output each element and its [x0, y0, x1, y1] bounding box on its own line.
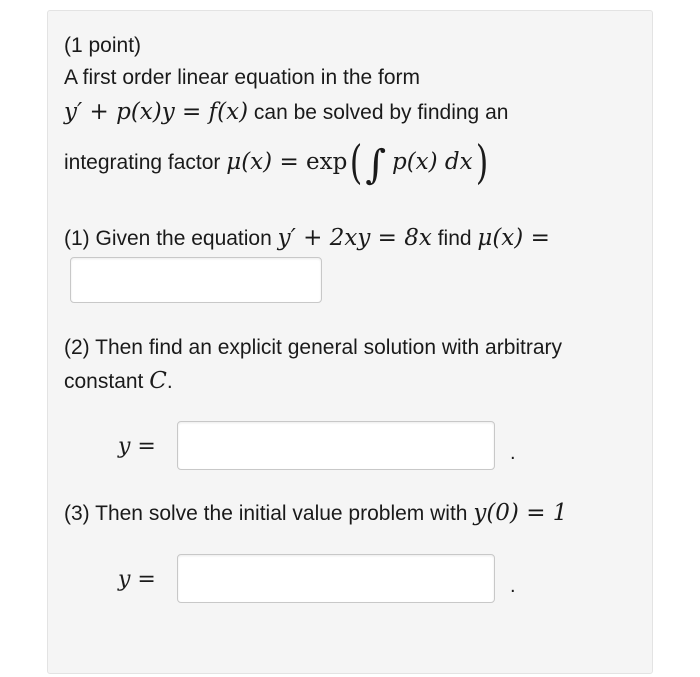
integral-sign: ∫: [365, 142, 387, 188]
part1-target: μ(x) =: [477, 225, 550, 251]
general-solution-period: .: [510, 442, 516, 464]
part1-mid: find: [431, 227, 478, 250]
integrating-factor-line: [64, 135, 491, 189]
right-paren: ): [475, 135, 488, 189]
ivp-solution-label: y =: [118, 567, 156, 592]
general-equation: y′ + p(x)y = f(x): [64, 99, 249, 125]
part2-line1: (2) Then find an explicit general solution with arbitrary: [64, 336, 563, 359]
problem-card: [47, 10, 653, 674]
part2-line2: [64, 366, 173, 397]
ivp-solution-period: .: [510, 575, 516, 597]
exp-function: exp: [306, 149, 348, 175]
mu-definition: μ(x) =: [226, 149, 307, 175]
equation-form-line: [64, 97, 508, 128]
general-solution-input[interactable]: [177, 421, 495, 470]
initial-condition: y(0) = 1: [473, 500, 568, 526]
general-solution-label: y =: [118, 434, 156, 459]
part1-equation: y′ + 2xy = 8x: [277, 225, 432, 251]
integrating-factor-prefix: integrating factor: [64, 151, 227, 174]
intro-text: A first order linear equation in the form: [64, 66, 421, 89]
part1-question: [64, 223, 550, 254]
equation-form-suffix: can be solved by finding an: [248, 101, 509, 124]
part2-line2-suffix: .: [166, 370, 173, 393]
integrand: p(x) dx: [391, 149, 473, 175]
part2-line2-prefix: constant: [64, 370, 150, 393]
part3-prefix: (3) Then solve the initial value problem with: [64, 502, 474, 525]
left-paren: (: [350, 135, 363, 189]
mu-answer-input[interactable]: [70, 257, 322, 303]
ivp-solution-input[interactable]: [177, 554, 495, 603]
arbitrary-constant: C: [149, 368, 167, 394]
part3-question: [64, 498, 567, 529]
points-label: (1 point): [64, 34, 142, 57]
part1-prefix: (1) Given the equation: [64, 227, 278, 250]
